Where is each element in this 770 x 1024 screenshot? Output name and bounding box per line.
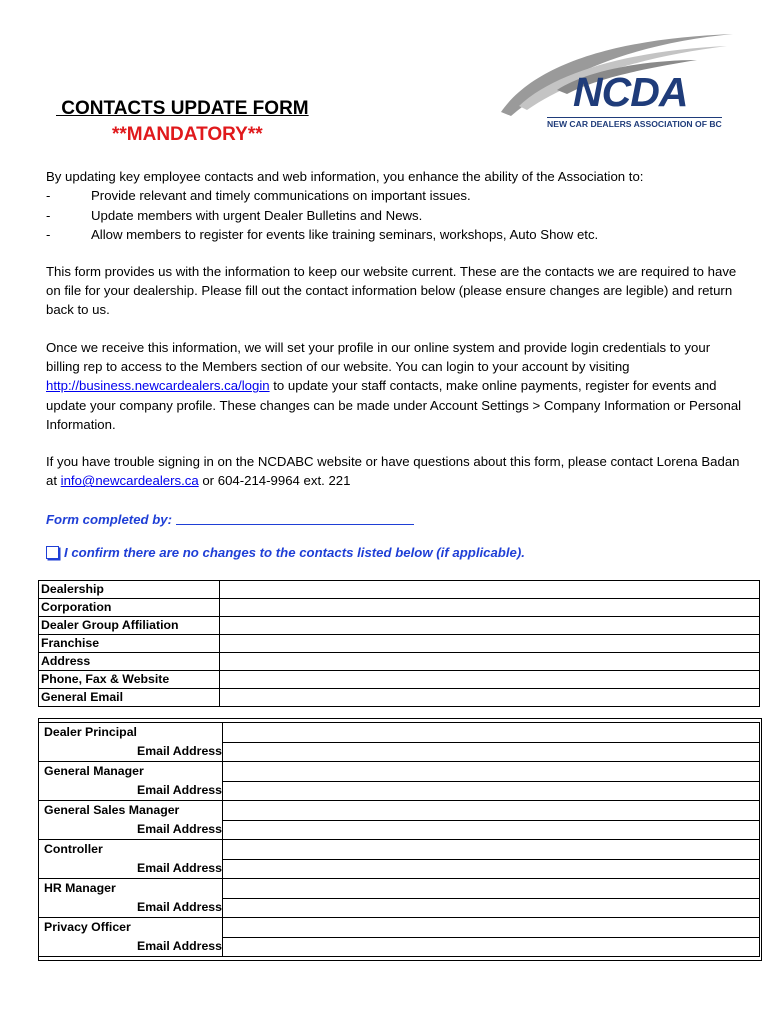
table-row: Franchise: [39, 635, 760, 653]
dealer-principal-field[interactable]: [223, 723, 760, 743]
website-info-paragraph: This form provides us with the information to keep our website current. These are the contacts we are required to have on file for your dealership. Please fill out the contact information below (please ensure changes are legible) and return back to us.: [46, 264, 737, 318]
general-manager-field[interactable]: [223, 762, 760, 782]
table-row: Dealer Principal: [38, 723, 760, 743]
intro-lead: By updating key employee contacts and web information, you enhance the ability of the Association to:: [46, 169, 644, 184]
table-row: Controller: [38, 840, 760, 860]
logo-subtitle: NEW CAR DEALERS ASSOCIATION OF BC: [547, 119, 722, 129]
list-item: - Provide relevant and timely communications on important issues.: [46, 188, 471, 204]
table-row: Email Address: [38, 742, 760, 762]
hr-manager-field[interactable]: [223, 879, 760, 899]
table-row: Email Address: [38, 898, 760, 918]
contacts-table: [38, 722, 760, 957]
general-email-field[interactable]: [220, 689, 760, 707]
address-field[interactable]: [220, 653, 760, 671]
phone-fax-website-field[interactable]: [220, 671, 760, 689]
table-row: Address: [39, 653, 760, 671]
ncda-logo: [497, 20, 737, 135]
hr-manager-email-field[interactable]: [223, 898, 760, 918]
login-link[interactable]: http://business.newcardealers.ca/login: [46, 378, 270, 394]
general-manager-email-field[interactable]: [223, 781, 760, 801]
table-row: Email Address: [38, 937, 760, 957]
confirm-no-changes: I confirm there are no changes to the contacts listed below (if applicable).: [46, 545, 525, 560]
table-row: Email Address: [38, 820, 760, 840]
dealer-group-field[interactable]: [220, 617, 760, 635]
login-info-paragraph: Once we receive this information, we will set your profile in our online system and provide login credentials to your billing rep to access to the Members section of our website. You can login to your account by visiting http://business.newcardealers.ca/login to update your staff contacts, make online payments, register for events and update your company profile. These changes can be made under Account Settings > Company Information or Personal Information.: [46, 340, 742, 432]
completed-by-field[interactable]: [176, 510, 414, 525]
dealership-field[interactable]: [220, 581, 760, 599]
general-sales-manager-field[interactable]: [223, 801, 760, 821]
table-row: Dealer Group Affiliation: [39, 617, 760, 635]
confirm-checkbox[interactable]: [46, 546, 59, 559]
mandatory-label: **MANDATORY**: [112, 124, 263, 145]
table-row: HR Manager: [38, 879, 760, 899]
general-sales-manager-email-field[interactable]: [223, 820, 760, 840]
controller-field[interactable]: [223, 840, 760, 860]
list-item: - Update members with urgent Dealer Bulletins and News.: [46, 207, 423, 223]
table-row: Corporation: [39, 599, 760, 617]
table-row: Email Address: [38, 781, 760, 801]
franchise-field[interactable]: [220, 635, 760, 653]
logo-text: NCDA: [573, 69, 688, 115]
table-row: Dealership: [39, 581, 760, 599]
contact-info-paragraph: If you have trouble signing in on the NCDABC website or have questions about this form, please contact Lorena Badan at info@newcardealers.ca or 604-214-9964 ext. 221: [46, 454, 740, 489]
privacy-officer-field[interactable]: [223, 918, 760, 938]
form-completed-by: Form completed by:: [46, 510, 414, 527]
table-row: General Email: [39, 689, 760, 707]
dealer-info-table: [38, 580, 760, 707]
privacy-officer-email-field[interactable]: [223, 937, 760, 957]
dealer-principal-email-field[interactable]: [223, 742, 760, 762]
controller-email-field[interactable]: [223, 859, 760, 879]
table-row: Email Address: [38, 859, 760, 879]
corporation-field[interactable]: [220, 599, 760, 617]
email-link[interactable]: info@newcardealers.ca: [60, 473, 199, 489]
table-row: General Sales Manager: [38, 801, 760, 821]
table-row: Phone, Fax & Website: [39, 671, 760, 689]
table-row: Privacy Officer: [38, 918, 760, 938]
list-item: - Allow members to register for events like training seminars, workshops, Auto Show etc.: [46, 227, 599, 243]
page-title: CONTACTS UPDATE FORM: [56, 98, 309, 119]
intro-block: [46, 167, 746, 245]
table-row: General Manager: [38, 762, 760, 782]
